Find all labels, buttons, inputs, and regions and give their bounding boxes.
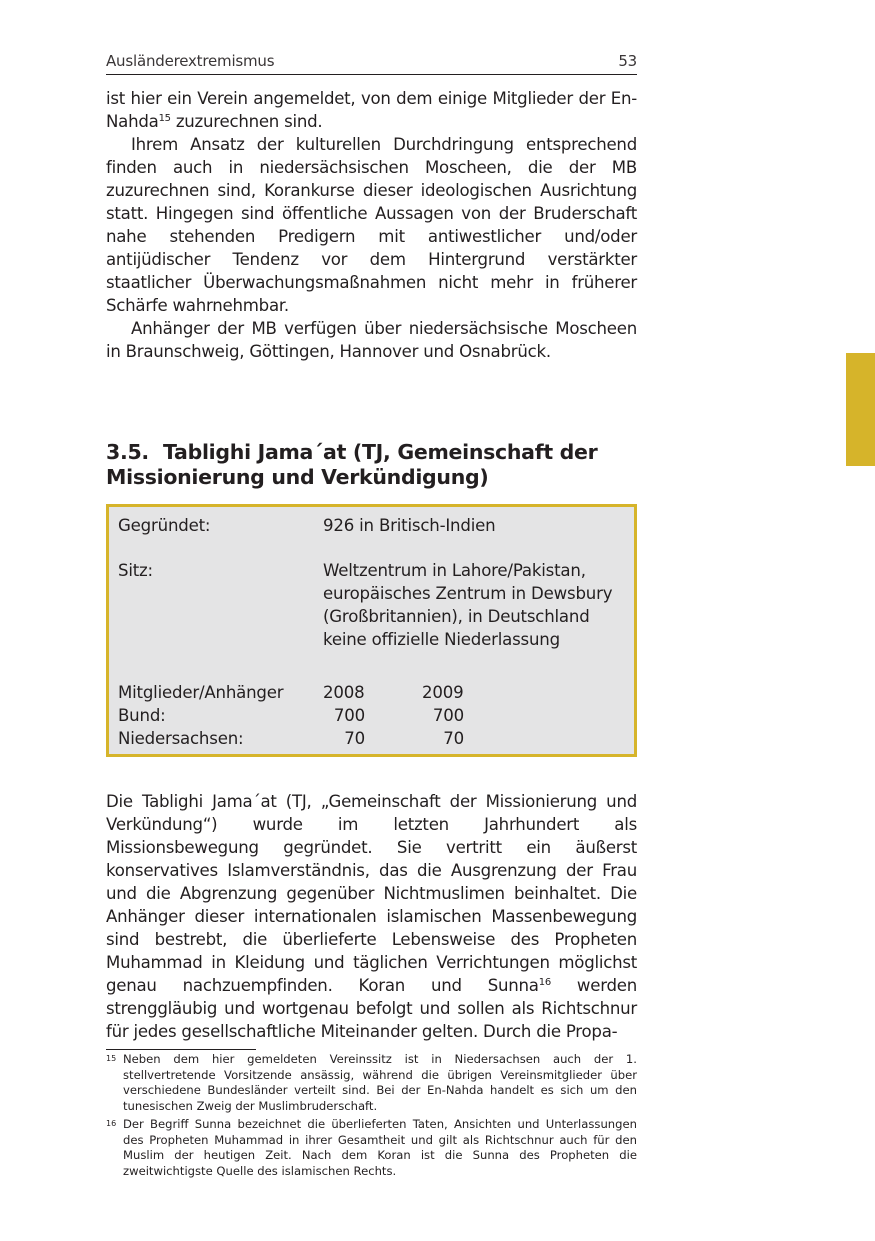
paragraph-4: Die Tablighi Jama´at (TJ, „Gemeinschaft der Missionierung und Verkündung“) wurde im letzten Jahrhundert als Missionsbewegung gegründet. Sie vertritt ein äußerst konservatives Islamverständnis, das die Ausgrenzung der Frau und die Abgrenzung gegenüber Nichtmuslimen beinhaltet. Die Anhänger dieser internationalen islamischen Massenbewegung sind bestrebt, die überlieferte Lebensweise des Propheten Muhammad in Kleidung und täglichen Verrichtungen möglichst genau nachzuempfinden. Koran und Sunna$^{16}$ werden strenggläubig und wortgenau befolgt und sollen als Richtschnur für jedes gesellschaftliche Miteinander gelten. Durch die Propa- — [106, 792, 637, 1041]
value-bund-2009: 700 — [432, 706, 464, 725]
seat-line: europäisches Zentrum in Dewsbury — [323, 584, 613, 603]
founded-label: Gegründet: — [118, 516, 211, 535]
running-header-title: Ausländerextremismus — [106, 52, 275, 70]
footnote-separator — [106, 1049, 256, 1050]
year-header: 2008 — [323, 683, 365, 702]
footnote-16 — [106, 1117, 637, 1179]
value-niedersachsen-2009: 70 — [443, 729, 464, 748]
paragraph-2: Ihrem Ansatz der kulturellen Durchdringung entsprechend finden auch in niedersächsischen Moscheen, die der MB zuzurechnen sind, Korankurse dieser ideologischen Ausrichtung statt. Hingegen sind öffentliche Aussagen von der Bruderschaft nahe stehenden Predigern mit antiwestlicher und/oder antijüdischer Tendenz vor dem Hintergrund verstärkter staatlicher Überwachungsmaßnahmen nicht mehr in früherer Schärfe wahrnehmbar. — [106, 135, 637, 315]
value-niedersachsen-2008: 70 — [344, 729, 365, 748]
founded-value: 926 in Britisch-Indien — [323, 516, 496, 535]
seat-line: (Großbritannien), in Deutschland — [323, 607, 590, 626]
paragraph-1: ist hier ein Verein angemeldet, von dem einige Mitglieder der En-Nahda$^{15}$ zuzurechnen sind. — [106, 89, 637, 131]
year-header: 2009 — [422, 683, 464, 702]
seat-line: Weltzentrum in Lahore/Pakistan, — [323, 561, 586, 580]
footnote-text: Neben dem hier gemeldeten Vereinssitz ist in Niedersachsen auch der 1. stellvertretende Vorsitzende ansässig, während die übrigen Vereinsmitglieder über verschiedene Bundesländer verteilt sind. Bei der En-Nahda handelt es sich um den tunesischen Zweig der Muslimbruderschaft. — [123, 1052, 637, 1113]
row-label-niedersachsen: Niedersachsen: — [118, 729, 244, 748]
page-number: 53 — [618, 52, 637, 70]
footnote-mark: 16 — [106, 1119, 117, 1128]
members-label: Mitglieder/Anhänger — [118, 683, 284, 702]
section-heading — [106, 440, 637, 490]
section-title: Tablighi Jama´at (TJ, Gemeinschaft der Missionierung und Verkündigung) — [106, 440, 598, 489]
row-label-bund: Bund: — [118, 706, 166, 725]
footnote-15 — [106, 1052, 637, 1114]
organization-info-box — [106, 504, 637, 757]
section-number: 3.5. — [106, 440, 149, 464]
running-header — [106, 50, 637, 75]
seat-label: Sitz: — [118, 561, 153, 580]
chapter-tab-marker — [846, 353, 875, 466]
footnote-ref-16[interactable]: 16 — [538, 977, 551, 988]
footnote-mark: 15 — [106, 1054, 117, 1063]
footnote-text: Der Begriff Sunna bezeichnet die überlieferten Taten, Ansichten und Unterlassungen des Propheten Muhammad in ihrer Gesamtheit und gilt als Richtschnur auch für den Muslim der heutigen Zeit. Nach dem Koran ist die Sunna des Propheten die zweitwichtigste Quelle des islamischen Rechts. — [123, 1117, 637, 1178]
seat-line: keine offizielle Niederlassung — [323, 630, 560, 649]
footnote-ref-15[interactable]: 15 — [158, 113, 171, 124]
paragraph-3: Anhänger der MB verfügen über niedersächsische Moscheen in Braunschweig, Göttingen, Hannover und Osnabrück. — [106, 319, 637, 361]
value-bund-2008: 700 — [333, 706, 365, 725]
